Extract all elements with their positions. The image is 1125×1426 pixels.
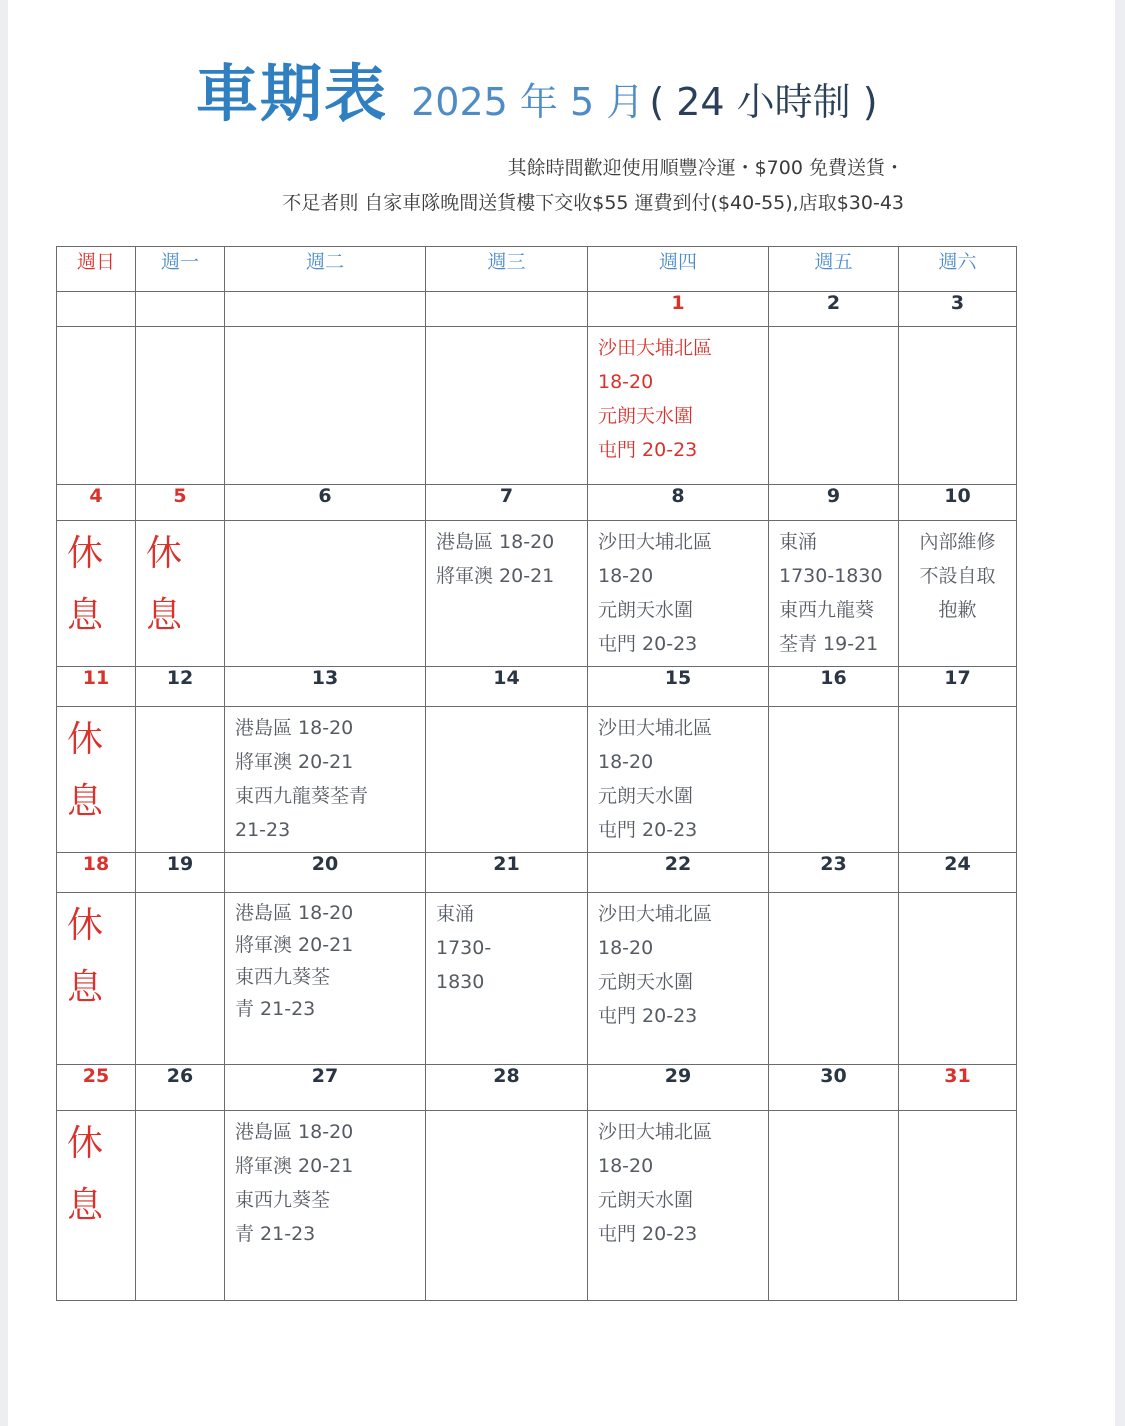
day-number: 26 <box>136 1065 225 1111</box>
day-cell <box>588 327 769 485</box>
day-number: 13 <box>225 667 426 707</box>
week-1-dates <box>57 292 1017 327</box>
day-cell <box>136 1111 225 1301</box>
day-cell <box>899 1111 1017 1301</box>
route-line: 1730- <box>436 937 492 959</box>
route-line: 東涌 <box>779 531 818 553</box>
route-line: 18-20 <box>598 751 654 773</box>
day-cell <box>426 1111 588 1301</box>
day-number: 2 <box>769 292 899 327</box>
day-cell <box>57 327 136 485</box>
route-line: 港島區 18-20 <box>235 902 354 924</box>
route-line: 沙田大埔北區 <box>598 531 713 553</box>
day-cell <box>57 1111 136 1301</box>
route-line: 沙田大埔北區 <box>598 1121 713 1143</box>
route-line: 沙田大埔北區 <box>598 717 713 739</box>
route-line: 東西九龍葵荃青 <box>235 785 369 807</box>
page-title <box>196 58 878 146</box>
weekday-header-row <box>57 247 1017 292</box>
day-number: 25 <box>57 1065 136 1111</box>
day-number: 5 <box>136 485 225 521</box>
day-cell <box>899 521 1017 667</box>
route-line: 1830 <box>436 971 485 993</box>
day-cell <box>426 893 588 1065</box>
route-line: 東西九葵荃 <box>235 966 331 988</box>
route-line: 1730-1830 <box>779 565 883 587</box>
route-line: 東西九龍葵 <box>779 599 875 621</box>
week-5-content <box>57 1111 1017 1301</box>
day-cell <box>426 707 588 853</box>
route-line: 21-23 <box>235 819 291 841</box>
day-cell <box>136 521 225 667</box>
day-number: 1 <box>588 292 769 327</box>
rest-label: 休 <box>67 1123 104 1164</box>
day-number: 24 <box>899 853 1017 893</box>
day-number: 7 <box>426 485 588 521</box>
rest-label: 休 <box>67 533 104 574</box>
day-cell <box>899 707 1017 853</box>
day-number: 17 <box>899 667 1017 707</box>
rest-label: 息 <box>67 781 104 822</box>
day-cell <box>225 1111 426 1301</box>
day-number: 29 <box>588 1065 769 1111</box>
route-line: 元朗天水圍 <box>598 599 694 621</box>
day-cell <box>225 893 426 1065</box>
calendar-table <box>56 246 1017 1301</box>
route-line: 將軍澳 20-21 <box>235 934 354 956</box>
day-cell <box>57 893 136 1065</box>
route-line: 沙田大埔北區 <box>598 337 713 359</box>
day-number: 16 <box>769 667 899 707</box>
day-number: 19 <box>136 853 225 893</box>
day-cell <box>769 707 899 853</box>
route-line: 東西九葵荃 <box>235 1189 331 1211</box>
day-cell <box>769 1111 899 1301</box>
day-number <box>426 292 588 327</box>
week-3-content <box>57 707 1017 853</box>
day-number: 10 <box>899 485 1017 521</box>
route-line: 元朗天水圍 <box>598 1189 694 1211</box>
day-number: 28 <box>426 1065 588 1111</box>
route-line: 18-20 <box>598 565 654 587</box>
weekday-sat: 週六 <box>899 247 1017 292</box>
notice-line: 內部維修 <box>919 531 996 553</box>
day-number: 9 <box>769 485 899 521</box>
day-number: 3 <box>899 292 1017 327</box>
route-line: 屯門 20-23 <box>598 439 698 461</box>
day-number: 6 <box>225 485 426 521</box>
route-line: 港島區 18-20 <box>235 1121 354 1143</box>
route-line: 18-20 <box>598 371 654 393</box>
week-2-content <box>57 521 1017 667</box>
route-line: 屯門 20-23 <box>598 1005 698 1027</box>
route-line: 港島區 18-20 <box>436 531 555 553</box>
day-number: 15 <box>588 667 769 707</box>
notice-line-2: 不足者則 自家車隊晚間送貨樓下交收$55 運費到付($40-55),店取$30-43 <box>282 192 904 214</box>
day-number: 30 <box>769 1065 899 1111</box>
rest-label: 休 <box>67 905 104 946</box>
rest-label: 息 <box>67 1185 104 1226</box>
notice-line: 不設自取 <box>919 565 996 587</box>
day-cell <box>899 893 1017 1065</box>
day-number <box>136 292 225 327</box>
day-number: 31 <box>899 1065 1017 1111</box>
day-number: 27 <box>225 1065 426 1111</box>
day-cell <box>57 521 136 667</box>
week-1-content <box>57 327 1017 485</box>
day-number: 4 <box>57 485 136 521</box>
day-number: 18 <box>57 853 136 893</box>
day-number: 20 <box>225 853 426 893</box>
weekday-wed: 週三 <box>426 247 588 292</box>
route-line: 青 21-23 <box>235 1223 316 1245</box>
week-4-dates <box>57 853 1017 893</box>
route-line: 港島區 18-20 <box>235 717 354 739</box>
route-line: 將軍澳 20-21 <box>235 751 354 773</box>
rest-label: 休 <box>67 719 104 760</box>
rest-label: 休 <box>146 533 183 574</box>
day-number: 14 <box>426 667 588 707</box>
day-cell <box>588 521 769 667</box>
route-line: 荃青 19-21 <box>779 633 879 655</box>
day-cell <box>588 893 769 1065</box>
route-line: 東涌 <box>436 903 475 925</box>
week-4-content <box>57 893 1017 1065</box>
route-line: 青 21-23 <box>235 998 316 1020</box>
route-line: 元朗天水圍 <box>598 785 694 807</box>
route-line: 沙田大埔北區 <box>598 903 713 925</box>
title-month: 2025 年 5 月 <box>411 80 645 124</box>
day-number: 8 <box>588 485 769 521</box>
day-cell <box>426 327 588 485</box>
route-line: 屯門 20-23 <box>598 1223 698 1245</box>
day-cell <box>769 521 899 667</box>
rest-label: 息 <box>67 595 104 636</box>
weekday-mon: 週一 <box>136 247 225 292</box>
day-number <box>225 292 426 327</box>
day-cell <box>225 327 426 485</box>
rest-label: 息 <box>146 595 183 636</box>
day-cell <box>769 893 899 1065</box>
day-cell <box>769 327 899 485</box>
weekday-fri: 週五 <box>769 247 899 292</box>
day-cell <box>588 1111 769 1301</box>
week-3-dates <box>57 667 1017 707</box>
route-line: 將軍澳 20-21 <box>436 565 555 587</box>
weekday-sun: 週日 <box>57 247 136 292</box>
title-main: 車期表 <box>196 57 389 130</box>
day-cell <box>136 327 225 485</box>
title-mode: ( 24 小時制 ) <box>649 80 878 124</box>
day-cell <box>426 521 588 667</box>
day-number: 21 <box>426 853 588 893</box>
route-line: 將軍澳 20-21 <box>235 1155 354 1177</box>
day-cell <box>136 893 225 1065</box>
weekday-tue: 週二 <box>225 247 426 292</box>
route-line: 元朗天水圍 <box>598 405 694 427</box>
route-line: 屯門 20-23 <box>598 633 698 655</box>
route-line: 18-20 <box>598 1155 654 1177</box>
weekday-thu: 週四 <box>588 247 769 292</box>
week-2-dates <box>57 485 1017 521</box>
route-line: 屯門 20-23 <box>598 819 698 841</box>
day-number: 23 <box>769 853 899 893</box>
day-number: 11 <box>57 667 136 707</box>
day-number <box>57 292 136 327</box>
notice-line-1: 其餘時間歡迎使用順豐冷運・$700 免費送貨・ <box>507 157 904 179</box>
route-line: 18-20 <box>598 937 654 959</box>
day-cell <box>899 327 1017 485</box>
day-number: 12 <box>136 667 225 707</box>
day-cell <box>588 707 769 853</box>
day-cell <box>57 707 136 853</box>
week-5-dates <box>57 1065 1017 1111</box>
day-cell <box>225 521 426 667</box>
route-line: 元朗天水圍 <box>598 971 694 993</box>
day-cell <box>225 707 426 853</box>
day-number: 22 <box>588 853 769 893</box>
rest-label: 息 <box>67 967 104 1008</box>
day-cell <box>136 707 225 853</box>
notice-line: 抱歉 <box>938 599 977 621</box>
